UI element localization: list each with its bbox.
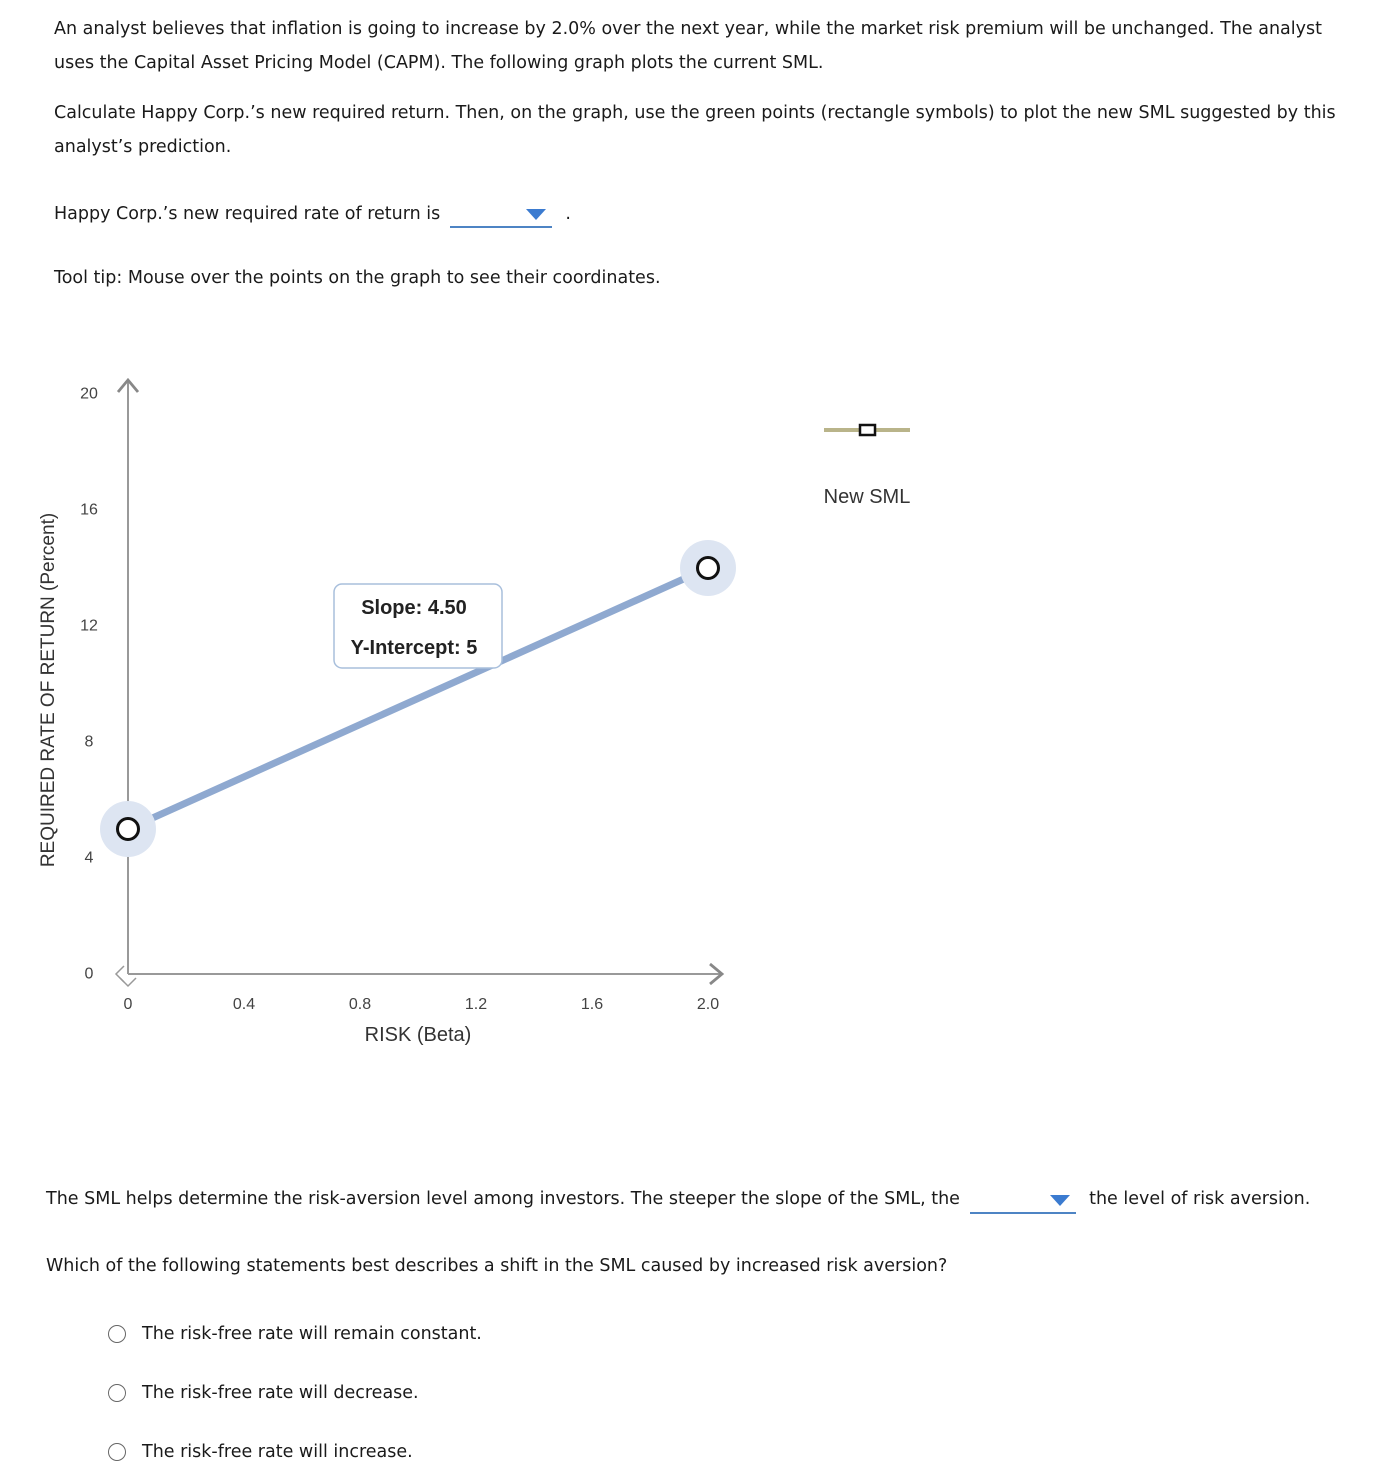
required-return-suffix: .	[565, 204, 571, 224]
x-axis-title: RISK (Beta)	[364, 1024, 472, 1046]
radio-button[interactable]	[108, 1384, 126, 1402]
new-sml-legend-label: New SML	[823, 486, 911, 508]
chevron-down-icon	[526, 209, 546, 220]
option-increase[interactable]	[108, 1442, 413, 1462]
x-tick-label: 1.2	[464, 996, 488, 1013]
option-label: The risk-free rate will remain constant.	[142, 1324, 482, 1344]
x-tick-label: 0.4	[232, 996, 256, 1013]
y-tick-label: 12	[80, 617, 98, 635]
sml-slope-sentence	[46, 1184, 1310, 1214]
y-tick-label: 20	[80, 385, 98, 403]
line-label-box	[334, 584, 502, 668]
option-label: The risk-free rate will decrease.	[142, 1383, 419, 1403]
intro-text: An analyst believes that inflation is going to increase by 2.0% over the next year, while the market risk premium will be unchanged. The analyst uses the Capital Asset Pricing Model (CAPM). The following graph plots the current SML.	[54, 19, 1322, 73]
sml-chart	[0, 360, 960, 1080]
sml-point[interactable]	[698, 558, 719, 579]
shift-question: Which of the following statements best describes a shift in the SML caused by increased risk aversion?	[46, 1256, 948, 1276]
option-remain-constant[interactable]	[108, 1324, 482, 1344]
x-tick-label: 0.8	[348, 996, 372, 1013]
tooltip-note: Tool tip: Mouse over the points on the graph to see their coordinates.	[54, 268, 661, 288]
required-return-dropdown[interactable]	[450, 204, 552, 228]
radio-button[interactable]	[108, 1443, 126, 1461]
required-return-prefix: Happy Corp.’s new required rate of return is	[54, 204, 441, 224]
radio-button[interactable]	[108, 1325, 126, 1343]
origin-arrow-down	[120, 978, 136, 986]
sml-sentence-suffix: the level of risk aversion.	[1089, 1189, 1311, 1209]
intercept-label: Y-Intercept: 5	[350, 637, 478, 659]
required-return-question	[54, 200, 571, 228]
option-decrease[interactable]	[108, 1383, 419, 1403]
x-tick-label: 1.6	[580, 996, 604, 1013]
new-sml-legend[interactable]	[824, 425, 911, 508]
new-sml-rectangle-marker[interactable]	[860, 425, 875, 435]
y-tick-label: 4	[84, 849, 94, 867]
y-tick-label: 0	[84, 965, 94, 983]
y-tick-label: 16	[80, 501, 98, 519]
instruction-text: Calculate Happy Corp.’s new required return. Then, on the graph, use the green points (rectangle symbols) to plot the new SML suggested by this analyst’s prediction.	[54, 103, 1336, 157]
slope-label: Slope: 4.50	[361, 597, 467, 619]
sml-sentence-prefix: The SML helps determine the risk-aversion level among investors. The steeper the slope of the SML, the	[46, 1189, 960, 1209]
chevron-down-icon	[1050, 1195, 1070, 1206]
x-tick-label: 2.0	[696, 996, 720, 1013]
y-axis-title: REQUIRED RATE OF RETURN (Percent)	[38, 512, 59, 868]
y-tick-label: 8	[84, 733, 94, 751]
sml-point[interactable]	[118, 819, 139, 840]
x-tick-label: 0	[123, 996, 133, 1013]
option-label: The risk-free rate will increase.	[142, 1442, 413, 1462]
origin-arrow-left	[116, 966, 124, 982]
risk-aversion-dropdown[interactable]	[970, 1190, 1076, 1214]
